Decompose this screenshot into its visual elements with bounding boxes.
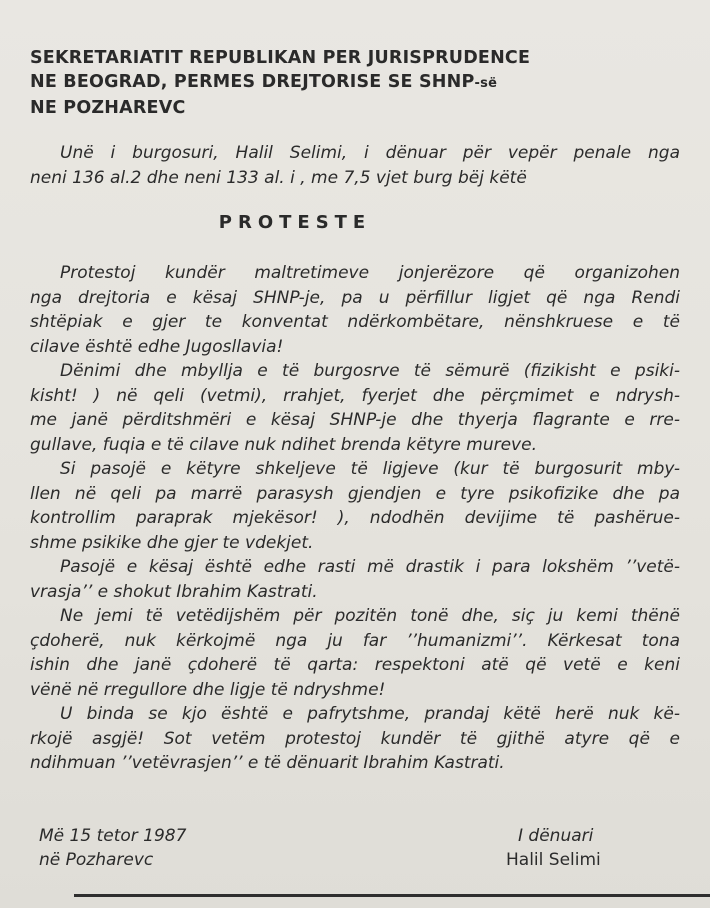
signatory-role: I dënuari	[518, 826, 594, 846]
paragraph-line: kisht! ) në qeli (vetmi), rrahjet, fyerjet dhe përçmimet e ndrysh-	[30, 385, 680, 406]
header-line-1: SEKRETARIATIT REPUBLIKAN PER JURISPRUDENCE	[30, 48, 531, 68]
intro-line-1: Unë i burgosuri, Halil Selimi, i dënuar për vepër penale nga	[60, 143, 680, 163]
paragraph-line: ndihmuan ’’vetëvrasjen’’ e të dënuarit Ibrahim Kastrati.	[30, 753, 505, 773]
paragraph-line: llen në qeli pa marrë parasysh gjendjen e tyre psikofizike dhe pa	[30, 483, 680, 504]
header-line-2	[30, 70, 680, 96]
intro-paragraph	[30, 141, 680, 190]
header-line-3: NE POZHAREVC	[30, 98, 186, 118]
paragraph-4	[30, 555, 680, 604]
paragraph-line: nga drejtoria e kësaj SHNP-je, pa u përfillur ligjet që nga Rendi	[30, 287, 680, 308]
paragraph-line: kontrollim paraprak mjekësor! ), ndodhën devijime të pashërue-	[30, 508, 680, 528]
document-title: PROTESTE	[218, 212, 372, 233]
intro-line-2: neni 136 al.2 dhe neni 133 al. i , me 7,5 vjet burg bëj këtë	[30, 167, 527, 188]
addressee-header	[30, 46, 680, 120]
paragraph-line: Si pasojë e këtyre shkeljeve të ligjeve (kur të burgosurit mby-	[60, 459, 680, 479]
paragraph-line: Dënimi dhe mbyllja e të burgosrve të sëmurë (fizikisht e psiki-	[60, 361, 680, 381]
paragraph-line: cilave është edhe Jugosllavia!	[30, 336, 284, 357]
paragraph-line: Protestoj kundër maltretimeve jonjerëzore që organizohen	[60, 263, 680, 283]
paragraph-1	[30, 261, 680, 359]
paragraph-5	[30, 604, 680, 702]
bottom-rule	[74, 894, 710, 897]
paragraph-line: Ne jemi të vetëdijshëm për pozitën tonë dhe, siç ju kemi thënë	[60, 606, 680, 626]
protest-body	[30, 261, 680, 776]
paragraph-6	[30, 702, 680, 776]
paragraph-line: vrasja’’ e shokut Ibrahim Kastrati.	[30, 581, 318, 602]
paragraph-2	[30, 359, 680, 457]
paragraph-line: U binda se kjo është e pafrytshme, prandaj këtë herë nuk kë-	[60, 704, 680, 724]
signatory-name: Halil Selimi	[506, 850, 601, 870]
signatory-block	[500, 824, 640, 872]
paragraph-3	[30, 457, 680, 555]
paragraph-line: shtëpiak e gjer te konventat ndërkombëtare, nënshkruese e të	[30, 312, 680, 332]
paragraph-line: çdoherë, nuk kërkojmë nga ju far ’’humanizmi’’. Kërkesat tona	[30, 630, 680, 651]
signature-place: në Pozharevc	[39, 850, 154, 870]
date-place-block	[39, 824, 186, 872]
paragraph-line: gullave, fuqia e të cilave nuk ndihet brenda këtyre mureve.	[30, 434, 537, 455]
paragraph-line: me janë përditshmëri e kësaj SHNP-je dhe thyerja flagrante e rre-	[30, 410, 680, 430]
paragraph-line: rkojë asgjë! Sot vetëm protestoj kundër të gjithë atyre që e	[30, 728, 680, 749]
paragraph-line: shme psikike dhe gjer te vdekjet.	[30, 532, 314, 553]
header-line-2-suffix: -së	[474, 76, 498, 91]
paragraph-line: vënë në rregullore dhe ligje të ndryshme!	[30, 679, 386, 700]
signature-date: Më 15 tetor 1987	[39, 826, 187, 846]
paragraph-line: Pasojë e kësaj është edhe rasti më drastik i para lokshëm ’’vetë-	[60, 557, 680, 577]
header-line-2-text: NE BEOGRAD, PERMES DREJTORISE SE SHNP	[30, 72, 475, 92]
paragraph-line: ishin dhe janë çdoherë të qarta: respektoni atë që vetë e keni	[30, 655, 680, 675]
